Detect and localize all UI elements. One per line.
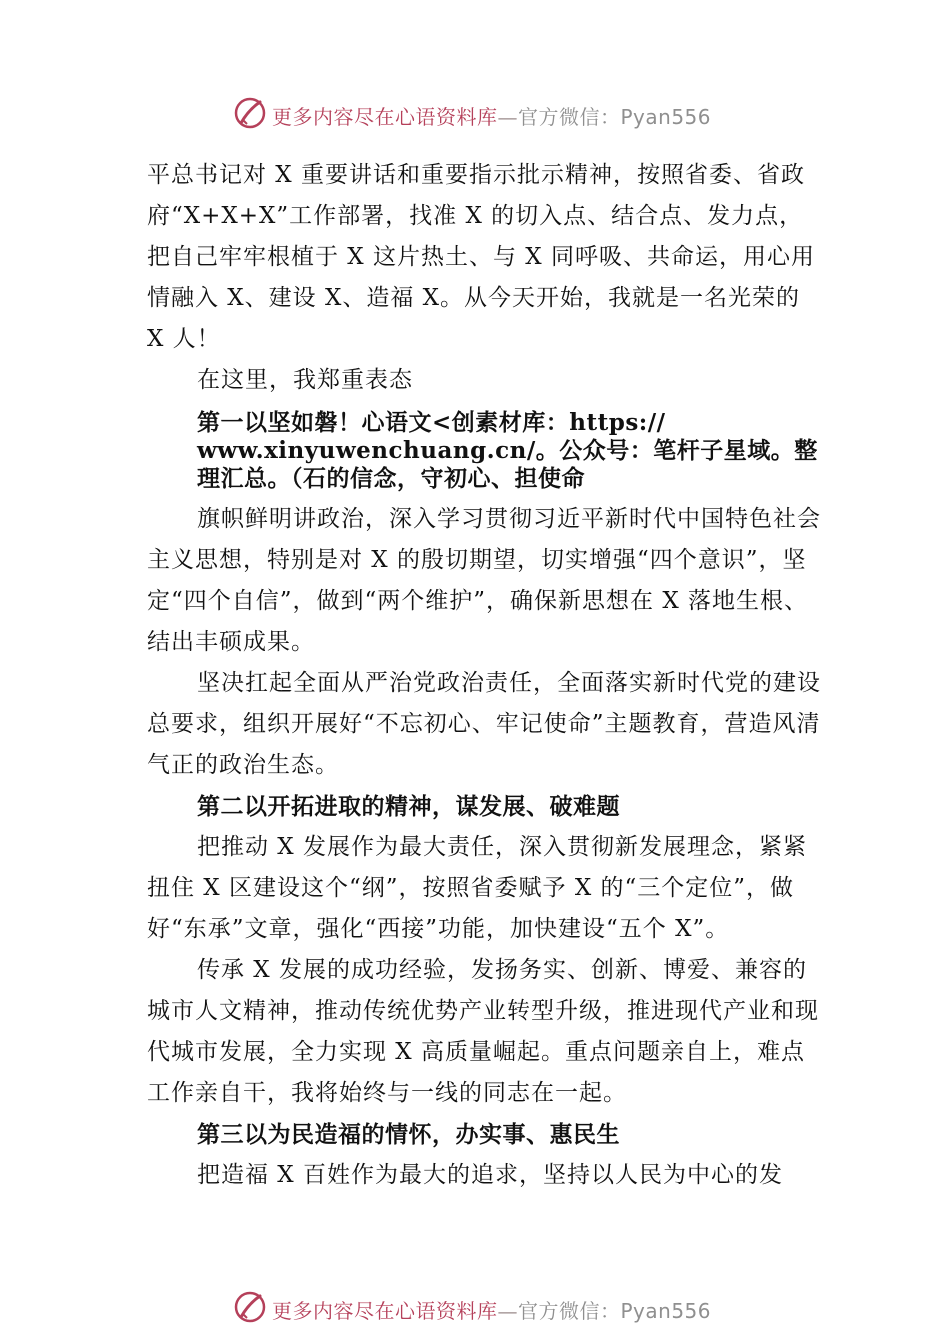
banner-title: 更多内容尽在心语资料库: [272, 105, 498, 129]
brush-logo-icon: [233, 1290, 267, 1324]
paragraph-5: 把推动 X 发展作为最大责任，深入贯彻新发展理念，紧紧扭住 X 区建设这个“纲”，按照省委赋予 X 的“三个定位”，做好“东承”文章，强化“西接”功能，加快建设“五个 X”。: [147, 834, 807, 942]
section-heading-2: 第二以开拓进取的精神，谋发展、破难题: [197, 793, 620, 820]
document-body: [147, 155, 822, 1196]
banner-separator: —: [497, 1299, 518, 1323]
banner-text: [272, 101, 711, 130]
paragraph-1: 平总书记对 X 重要讲话和重要指示批示精神，按照省委、省政府“X+X+X”工作部署，找准 X 的切入点、结合点、发力点，把自己牢牢根植于 X 这片热土、与 X 同呼吸、共命运，用心用情融入 X、建设 X、造福 X。从今天开始，我就是一名光荣的 X 人！: [147, 162, 815, 352]
section-heading-1: 第一以坚如磐！心语文<创素材库：https:// www.xinyuwenchuang.cn/。公众号：笔杆子星域。整理汇总。（石的信念，守初心、担使命: [197, 409, 818, 492]
paragraph-3: 旗帜鲜明讲政治，深入学习贯彻习近平新时代中国特色社会主义思想，特别是对 X 的殷切期望，切实增强“四个意识”，坚定“四个自信”，做到“两个维护”，确保新思想在 X 落地生根、结出丰硕成果。: [147, 506, 821, 655]
banner-text: [272, 1295, 711, 1324]
footer-banner: [0, 1288, 950, 1328]
banner-title: 更多内容尽在心语资料库: [272, 1299, 498, 1323]
paragraph-6: 传承 X 发展的成功经验，发扬务实、创新、博爱、兼容的城市人文精神，推动传统优势产业转型升级，推进现代产业和现代城市发展，全力实现 X 高质量崛起。重点问题亲自上，难点工作亲自干，我将始终与一线的同志在一起。: [147, 957, 819, 1106]
paragraph-4: 坚决扛起全面从严治党政治责任，全面落实新时代党的建设总要求，组织开展好“不忘初心、牢记使命”主题教育，营造风清气正的政治生态。: [147, 670, 821, 778]
banner-separator: —: [497, 105, 518, 129]
banner-wechat: 官方微信：Pyan556: [518, 1299, 712, 1323]
paragraph-2: 在这里，我郑重表态: [197, 367, 413, 393]
banner-wechat: 官方微信：Pyan556: [518, 105, 712, 129]
section-heading-3: 第三以为民造福的情怀，办实事、惠民生: [197, 1121, 620, 1148]
paragraph-7: 把造福 X 百姓作为最大的追求，坚持以人民为中心的发: [197, 1162, 783, 1188]
brush-logo-icon: [233, 96, 267, 130]
header-banner: [0, 94, 950, 134]
